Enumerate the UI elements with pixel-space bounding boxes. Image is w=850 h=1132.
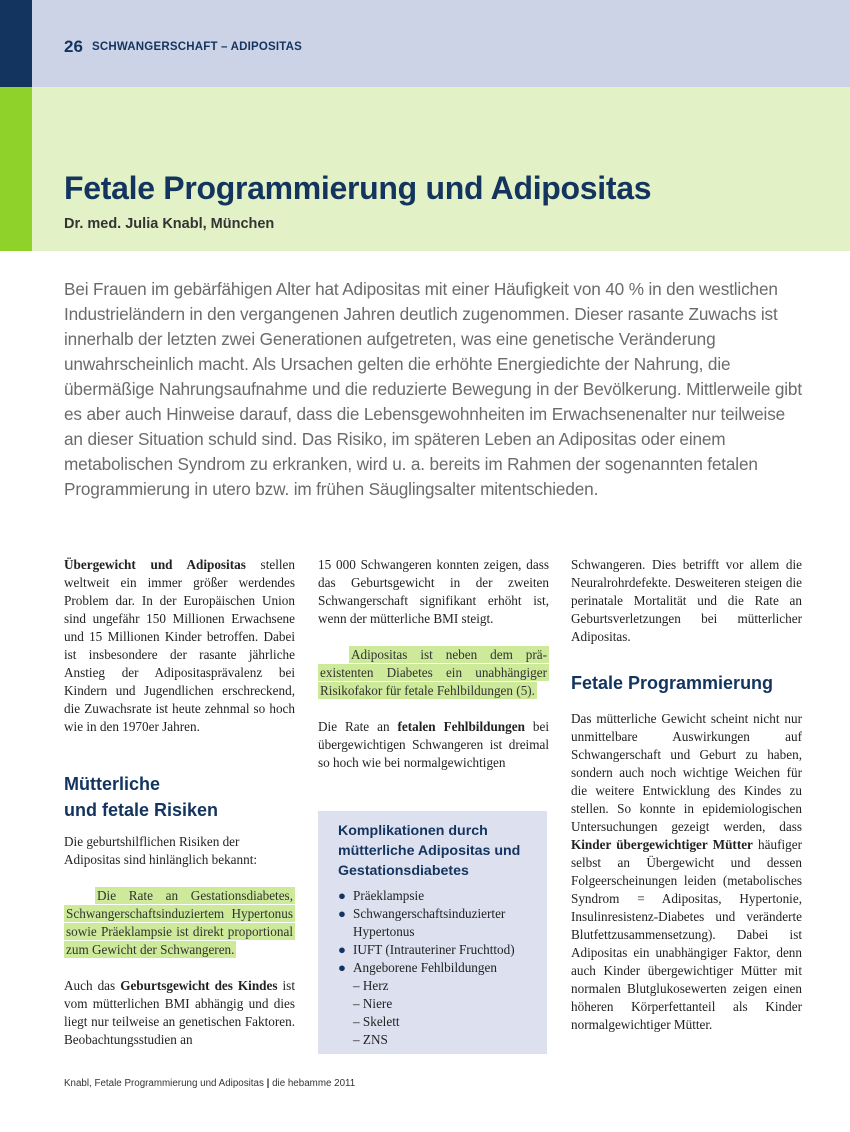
lead-paragraph: Bei Frauen im gebärfähigen Alter hat Adipositas mit einer Häufigkeit von 40 % in den westlichen Industrieländern in den vergangenen Jahren deutlich zugenommen. Dieser rasante Zuwachs ist innerhalb der letzten zwei Generationen aufgetreten, was eine genetische Veränderung unwahrscheinlich macht. Als Ursachen gelten die erhöhte Energiedichte der Nahrung, die übermäßige Nahrungsaufnahme und die reduzierte Bewegung in der Bevölkerung. Mittlerweile gibt es aber auch Hinweise darauf, dass die Lebensgewohnheiten im Erwachsenenalter nur teilweise an dieser Situation schuld sind. Das Risiko, im späteren Leben an Adipositas oder einem metabolischen Syndrom zu erkranken, wird u. a. bereits im Rahmen der sogenannten fetalen Programmierung in utero bzw. im frühen Säuglingsalter mitentschieden. <box>64 279 802 499</box>
list-item <box>338 887 543 905</box>
sub-list-item: – ZNS <box>353 1032 388 1047</box>
column-3 <box>571 556 802 1034</box>
heading-fetal-programming: Fetale Programmierung <box>571 673 774 693</box>
pull-quote-malformations <box>318 646 549 700</box>
page-number: 26 <box>64 37 83 56</box>
neural-tube-paragraph: Schwangeren. Dies betrifft vor allem die Neuralrohrdefekte. Desweiteren steigen die perinatale Mortalität und die Rate an Geburtsverletzungen bei mütterlicher Adipositas. <box>571 557 802 644</box>
birthweight-paragraph <box>64 977 295 1049</box>
footer-citation-text: Knabl, Fetale Programmierung und Adipositas <box>64 1078 264 1089</box>
list-item-label: Präeklampsie <box>353 888 425 903</box>
list-item <box>338 959 543 977</box>
fp-bold: Kinder übergewichtiger Mütter <box>571 837 753 852</box>
section-label: SCHWANGERSCHAFT – ADIPOSITAS <box>92 41 303 53</box>
fp-pre: Das mütterliche Gewicht scheint nicht nur unmittelbare Auswirkungen auf Schwangerschaft und Geburt zu haben, sondern auch noch wichtige Weichen für die weitere Entwicklung des Kindes zu stellen. So konnte in epidemiologischen Untersuchungen gezeigt werden, dass <box>571 711 802 834</box>
list-item-label: Schwangerschaftsinduzierter Hypertonus <box>353 906 506 939</box>
list-item <box>338 905 543 941</box>
fp-post: häufiger selbst an Übergewicht und dessen Folgeerscheinungen leiden (metabolisches Syndrom = Adipositas, Hypertonie, Insulinresistenz-Diabetes und veränderte Blutfettzusammensetzung). Dabei ist Adipositas ein unabhängiger Faktor, denn auch Kinder übergewichtiger Mütter mit normalen Blutglukosewerten zeigen einen höheren Körperfettanteil als Kinder normalgewichtiger Mütter. <box>571 837 802 1032</box>
birthweight-pre: Auch das <box>64 978 121 993</box>
author-line: Dr. med. Julia Knabl, München <box>64 216 275 232</box>
list-item <box>338 941 543 959</box>
sub-list-item: – Skelett <box>353 1014 400 1029</box>
malformation-paragraph <box>318 718 549 772</box>
intro-bold: Übergewicht und Adipositas <box>64 557 246 572</box>
complications-list <box>338 887 543 1049</box>
sub-list-item: – Herz <box>353 978 389 993</box>
intro-text: stellen weltweit ein immer größer werdendes Problem dar. In der Europäischen Union sind ungefähr 150 Millionen Erwachsene und 15 Millionen Kinder betroffen. Dabei ist insbesondere der rasante jährliche Anstieg der Adipositasprävalenz bei Kindern und Jugendlichen erschreckend, die Zuwachsrate ist heute zehnmal so hoch wie in den 1970er Jahren. <box>64 557 295 734</box>
footer-journal: die hebamme 2011 <box>272 1078 356 1089</box>
bullet-icon: ● <box>338 906 346 921</box>
infobox-title: Komplikationen durch mütterliche Adipositas und Gestationsdiabetes <box>338 823 521 879</box>
malformation-pre: Die Rate an <box>318 719 398 734</box>
intro-paragraph <box>64 556 295 736</box>
birthweight-post: ist vom mütterlichen BMI abhängig und dies liegt nur teilweise an genetischen Faktoren. Beobachtungsstudien an <box>64 978 295 1047</box>
study-paragraph: 15 000 Schwangeren konnten zeigen, dass das Geburtsgewicht in der zweiten Schwangerschaft signifikant erhöht ist, wenn der mütterliche BMI steigt. <box>318 557 549 626</box>
list-item-label: Angeborene Fehlbildungen <box>353 960 497 975</box>
complications-infobox <box>318 811 547 1054</box>
footer-citation <box>64 1078 355 1089</box>
heading-maternal-risks-line2: und fetale Risiken <box>64 800 219 820</box>
risks-paragraph: Die geburtshilflichen Risiken der Adipositas sind hinlänglich bekannt: <box>64 834 258 867</box>
malformation-post: bei übergewichtigen Schwangeren ist dreimal so hoch wie bei normalgewichtigen <box>318 719 550 770</box>
sub-list-item: – Niere <box>353 996 393 1011</box>
fetal-programming-paragraph <box>571 710 802 1034</box>
birthweight-bold: Geburtsgewicht des Kindes <box>120 978 278 993</box>
footer-separator: | <box>263 1078 273 1089</box>
heading-maternal-risks <box>64 771 295 823</box>
malformation-bold: fetalen Fehlbildungen <box>397 719 525 734</box>
bullet-icon: ● <box>338 960 346 975</box>
article-title: Fetale Programmierung und Adipositas <box>64 170 652 206</box>
column-1 <box>64 556 295 1049</box>
bullet-icon: ● <box>338 888 346 903</box>
title-accent-tab <box>0 87 32 251</box>
list-item-label: IUFT (Intrauteriner Fruchttod) <box>353 942 515 957</box>
pull-quote-gestational-diabetes <box>64 887 295 959</box>
heading-maternal-risks-line1: Mütterliche <box>64 774 161 794</box>
bullet-icon: ● <box>338 942 346 957</box>
highlight-quote: Adipositas ist neben dem prä-existenten Diabetes ein unabhängiger Risikofakor für fetale Fehlbildungen (5). <box>320 647 547 698</box>
column-2 <box>318 556 549 772</box>
header-accent-tab <box>0 0 32 87</box>
highlight-quote: Die Rate an Gestationsdiabetes, Schwangerschaftsinduziertem Hypertonus sowie Präeklampsie ist direkt proportional zum Gewicht der Schwangeren. <box>66 888 293 957</box>
